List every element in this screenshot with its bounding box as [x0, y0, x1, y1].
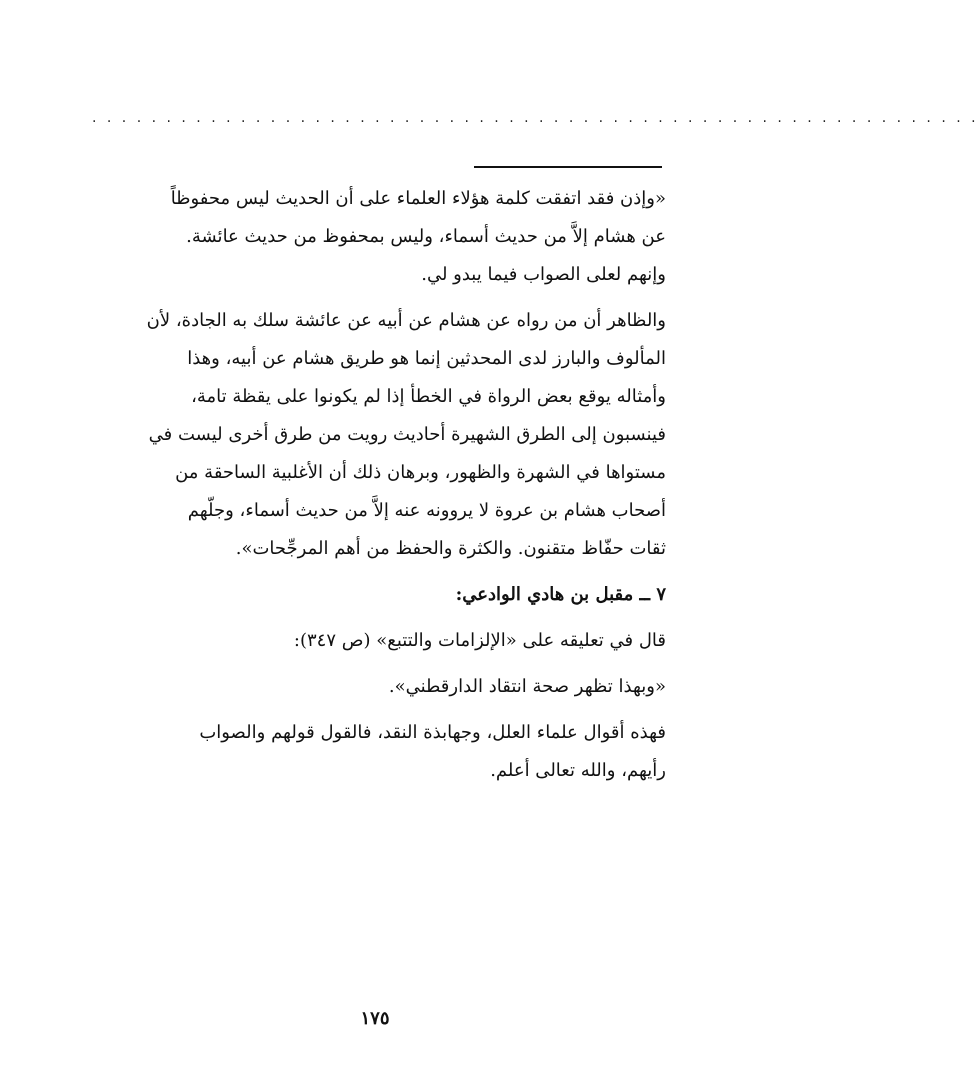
conclusion-paragraph [82, 714, 666, 790]
citation-line: قال في تعليقه على «الإلزامات والتتبع» (ص ٣٤٧): [293, 630, 666, 651]
text-line: فهذه أقوال علماء العلل، وجهابذة النقد، فالقول قولهم والصواب [199, 722, 666, 743]
text-line: مستواها في الشهرة والظهور، وبرهان ذلك أن الأغلبية الساحقة من [175, 462, 666, 483]
text-line: المألوف والبارز لدى المحدثين إنما هو طريق هشام عن أبيه، وهذا [187, 348, 666, 369]
text-line: ثقات حفّاظ متقنون. والكثرة والحفظ من أهم المرجِّحات». [235, 538, 666, 559]
text-line: رأيهم، والله تعالى أعلم. [490, 760, 666, 781]
page-body [82, 180, 666, 790]
text-line: عن هشام إلاَّ من حديث أسماء، وليس بمحفوظ من حديث عائشة. [186, 226, 666, 247]
page-number: ١٧٥ [360, 1008, 390, 1029]
analysis-paragraph [82, 302, 666, 568]
text-line: فينسبون إلى الطرق الشهيرة أحاديث رويت من طرق أخرى ليست في [148, 424, 666, 445]
text-line: «وإذن فقد اتفقت كلمة هؤلاء العلماء على أن الحديث ليس محفوظاً [170, 188, 666, 209]
text-line: وأمثاله يوقع بعض الرواة في الخطأ إذا لم يكونوا على يقظة تامة، [191, 386, 666, 407]
text-line: والظاهر أن من رواه عن هشام عن أبيه عن عائشة سلك به الجادة، لأن [146, 310, 666, 331]
text-line: وإنهم لعلى الصواب فيما يبدو لي. [421, 264, 666, 285]
footnote-rule [474, 166, 662, 168]
section-heading: ٧ ــ مقبل بن هادي الوادعي: [455, 584, 666, 605]
text-line: أصحاب هشام بن عروة لا يروونه عنه إلاَّ من حديث أسماء، وجلّهم [187, 500, 666, 521]
quote-block [82, 180, 666, 294]
dotted-separator: . . . . . . . . . . . . . . . . . . . . . . . . . . . . . . . . . . . . . . . . . . . . . . . . . . . . . . . . . . . . [92, 110, 979, 126]
citation-quote: «وبهذا تظهر صحة انتقاد الدارقطني». [388, 676, 666, 697]
